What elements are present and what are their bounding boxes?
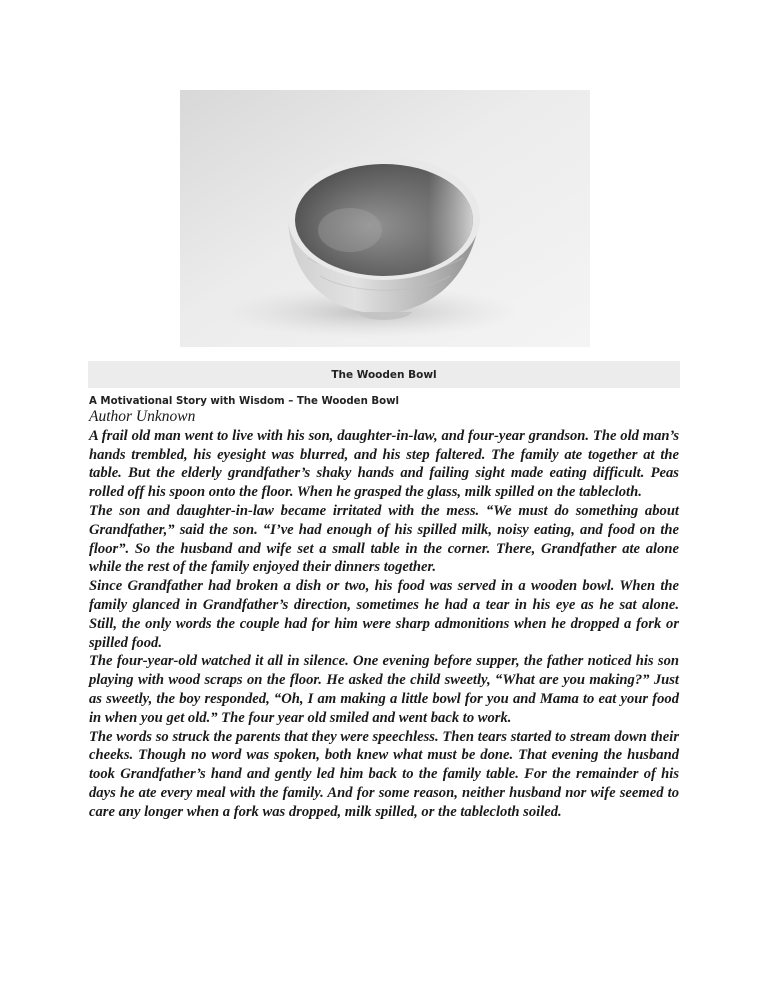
story-body bbox=[89, 408, 679, 822]
story-paragraph: A frail old man went to live with his son, daughter-in-law, and four-year grandson. The old man’s hands trembled, his eyesight was blurred, and his step faltered. The family ate together at the table. But the elderly grandfather’s shaky hands and failing sight made eating difficult. Peas rolled off his spoon onto the floor. When he grasped the glass, milk spilled on the tablecloth. bbox=[89, 427, 679, 501]
figure-caption: The Wooden Bowl bbox=[88, 361, 680, 388]
wooden-bowl-photo bbox=[180, 90, 590, 347]
story-paragraph: Since Grandfather had broken a dish or two, his food was served in a wooden bowl. When the family glanced in Grandfather’s direction, sometimes he had a tear in his eye as he sat alone. Still, the only words the couple had for him were sharp admonitions when he dropped a fork or spilled food. bbox=[89, 578, 679, 651]
author-line: Author Unknown bbox=[89, 408, 196, 425]
story-paragraph: The four-year-old watched it all in silence. One evening before supper, the father noticed his son playing with wood scraps on the floor. He asked the child sweetly, “What are you making?” Just as sweetly, the boy responded, “Oh, I am making a little bowl for you and Mama to eat your food in when you get old.” The four year old smiled and went back to work. bbox=[89, 653, 679, 726]
article-subtitle: A Motivational Story with Wisdom – The Wooden Bowl bbox=[89, 396, 400, 407]
story-paragraph: The son and daughter-in-law became irritated with the mess. “We must do something about Grandfather,” said the son. “I’ve had enough of his spilled milk, noisy eating, and food on the floor”. So the husband and wife set a small table in the corner. There, Grandfather ate alone while the rest of the family enjoyed their dinners together. bbox=[89, 502, 679, 576]
story-paragraph: The words so struck the parents that they were speechless. Then tears started to stream down their cheeks. Though no word was spoken, both knew what must be done. That evening the husband took Grandfather’s hand and gently led him back to the family table. For the remainder of his days he ate every meal with the family. And for some reason, neither husband nor wife seemed to care any longer when a fork was dropped, milk spilled, or the tablecloth soiled. bbox=[89, 728, 679, 820]
